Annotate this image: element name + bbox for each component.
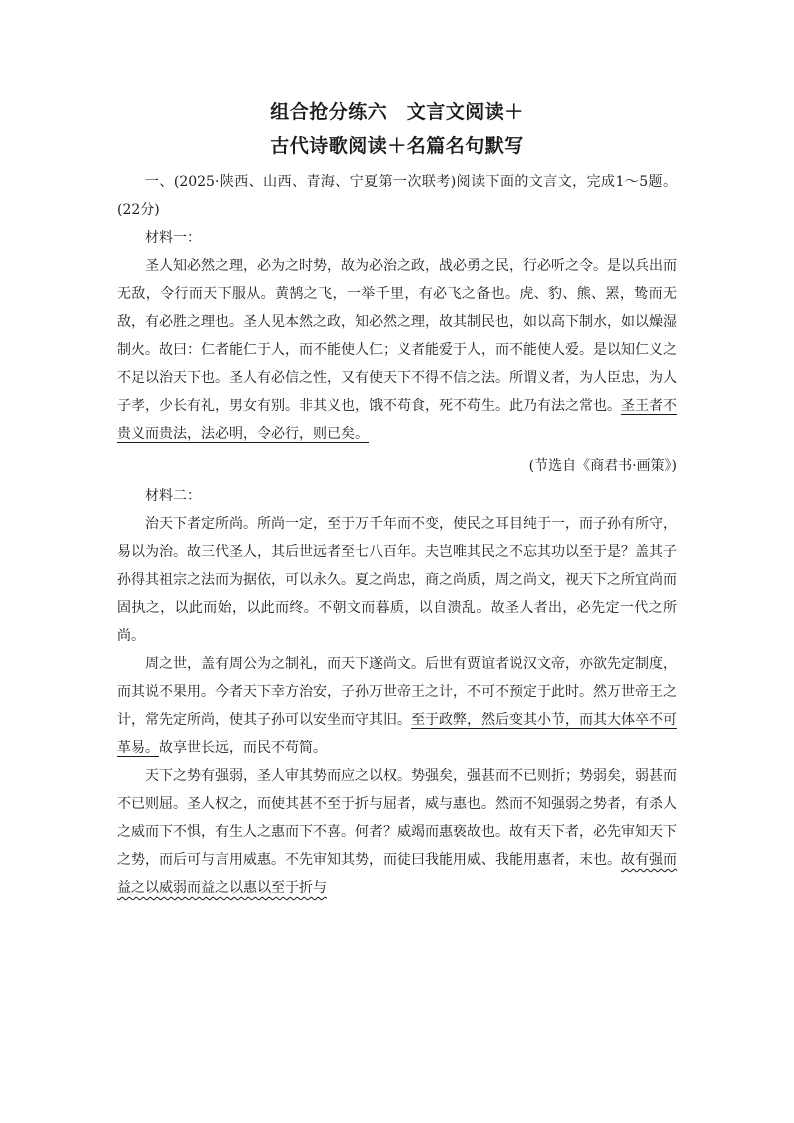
material2-p2-tail: 故享世长远，而民不苟简。 (159, 740, 327, 756)
page-title: 组合抢分练六 文言文阅读＋ (270, 101, 524, 123)
document-page (117, 95, 677, 902)
material2-paragraph-1: 治天下者定所尚。所尚一定，至于万千年而不变，使民之耳目纯于一，而子孙有所守，易以为治。故三代圣人，其后世远者至七八百年。夫岂唯其民之不忘其功以至于是？盖其子孙得其祖宗之法而为据依，可以永久。夏之尚忠，商之尚质，周之尚文，视天下之所宜尚而固执之，以此而始，以此而终。不朝文而暮质，以自溃乱。故圣人者出，必先定一代之所尚。 (117, 516, 677, 644)
material2-label: 材料二： (145, 488, 201, 504)
material2-underlined-sentence-1: 至于政弊，然后变其小节，而其大体卒不可革易。 (117, 712, 677, 756)
material1-label: 材料一： (145, 230, 201, 246)
material2-p3-text: 天下之势有强弱，圣人审其势而应之以权。势强矣，强甚而不已则折；势弱矣，弱甚而不已则屈。圣人权之，而使其甚不至于折与屈者，威与惠也。然而不知强弱之势者，有杀人之威而下不惧，有生人之惠而下不喜。何者？威竭而惠亵故也。故有天下者，必先审知天下之势，而后可与言用威惠。不先审知其势，而徒曰我能用威、我能用惠者，末也。 (117, 768, 677, 868)
material1-underlined-sentence: 圣王者不贵义而贵法，法必明，令必行，则已矣。 (117, 398, 677, 442)
material2-p2-text: 周之世，盖有周公为之制礼，而天下遂尚文。后世有贾谊者说汉文帝，亦欲先定制度，而其说不果用。今者天下幸方治安，子孙万世帝王之计，不可不预定于此时。然万世帝王之计，常先定所尚，使其子孙可以安坐而守其旧。 (117, 656, 677, 728)
material2-paragraph-3 (117, 762, 677, 902)
material1-text (117, 252, 677, 448)
page-subtitle: 古代诗歌阅读＋名篇名句默写 (270, 135, 524, 157)
material2-wavy-underlined-sentence: 故有强而益之以威弱而益之以惠以至于折与 (117, 852, 677, 896)
material2-paragraph-2 (117, 650, 677, 762)
material1-body: 圣人知必然之理，必为之时势，故为必治之政，战必勇之民，行必听之令。是以兵出而无敌，令行而天下服从。黄鹄之飞，一举千里，有必飞之备也。虎、豹、熊、罴，鸷而无敌，有必胜之理也。圣人见本然之政，知必然之理，故其制民也，如以高下制水，如以燥湿制火。故曰：仁者能仁于人，而不能使人仁；义者能爱于人，而不能使人爱。是以知仁义之不足以治天下也。圣人有必信之性，又有使天下不得不信之法。所谓义者，为人臣忠，为人子孝，少长有礼，男女有别。非其义也，饿不苟食，死不苟生。此乃有法之常也。 (117, 258, 677, 414)
material1-source: (节选自《商君书·画策》) (528, 458, 677, 474)
question-intro: 一、(2025·陕西、山西、青海、宁夏第一次联考)阅读下面的文言文，完成1～5题。(22分) (117, 174, 677, 218)
